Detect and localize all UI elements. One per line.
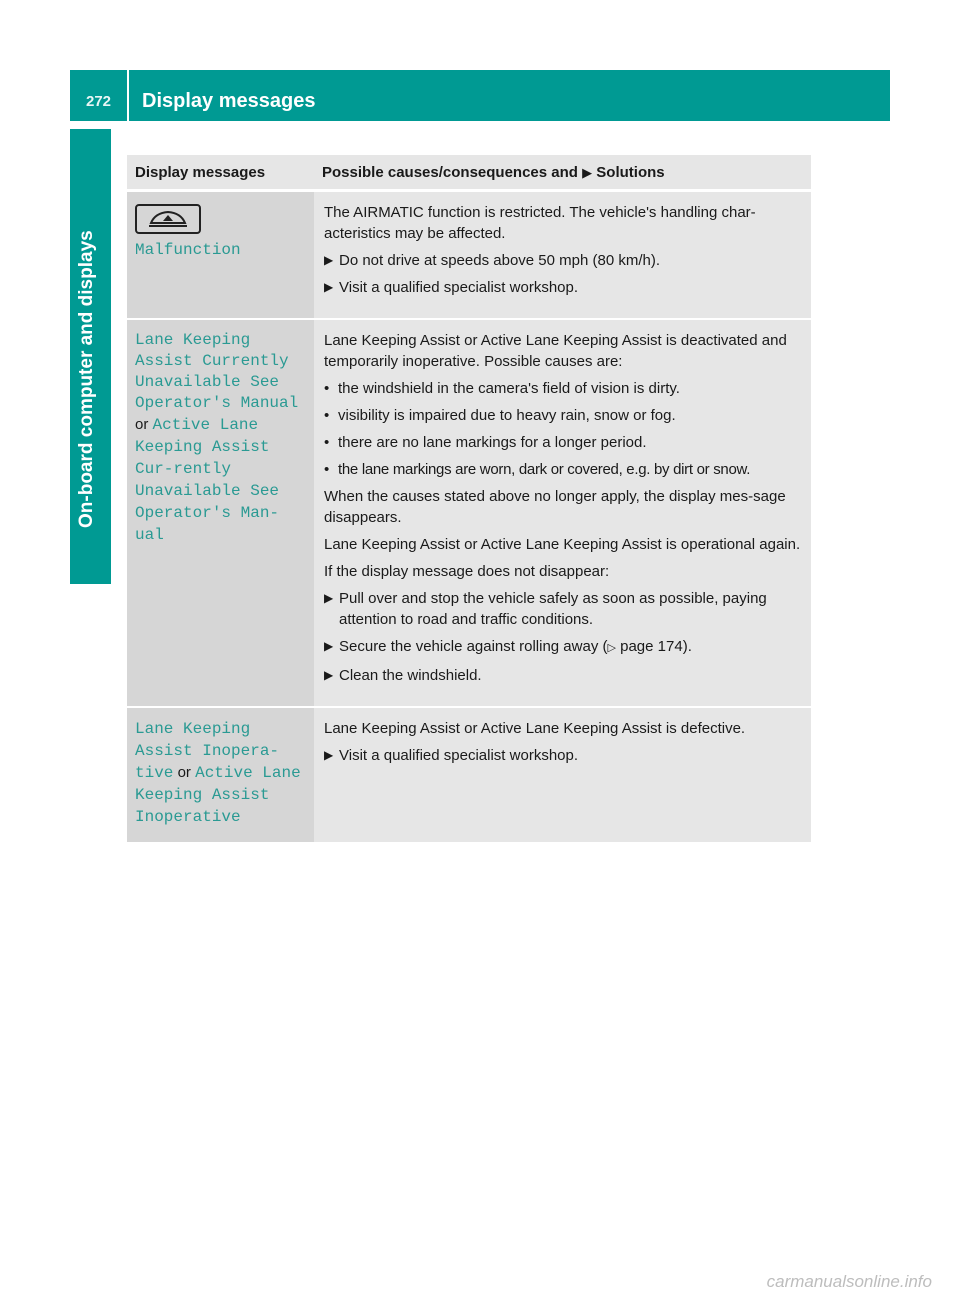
solution-step: ▶ Visit a qualified specialist workshop. [324, 279, 579, 296]
header-divider [127, 70, 129, 121]
arrow-right-icon: ▶ [324, 668, 334, 682]
display-messages-table [127, 155, 811, 842]
cause-item: • there are no lane markings for a longer period. [324, 434, 647, 451]
display-message-text: Malfunction [135, 241, 241, 259]
solution-step: ▶ Clean the windshield. [324, 667, 482, 684]
table-row [127, 319, 811, 707]
display-message-text: Active Lane Keeping Assist Inoperative [135, 764, 301, 826]
solution-step: ▶ Visit a qualified specialist workshop. [324, 747, 579, 764]
column-header-display-messages: Display messages [127, 155, 314, 191]
causes-cell [314, 319, 811, 707]
page-reference-link[interactable]: page 174 [620, 638, 683, 655]
page-ref-icon: ▷ [607, 642, 616, 654]
cause-item: • the lane markings are worn, dark or covered, e.g. by dirt or snow. [324, 461, 751, 478]
cause-item: • visibility is impaired due to heavy rain, snow or fog. [324, 407, 676, 424]
bullet-icon: • [324, 434, 330, 451]
arrow-right-icon: ▶ [324, 280, 334, 294]
page-title: Display messages [142, 90, 316, 112]
bullet-icon: • [324, 380, 330, 397]
arrow-right-icon: ▶ [324, 639, 334, 653]
causes-cell [314, 191, 811, 320]
arrow-right-icon: ▶ [324, 591, 334, 605]
watermark: carmanualsonline.info [766, 1272, 932, 1291]
side-tab-label: On-board computer and displays [76, 230, 97, 528]
arrow-right-icon: ▶ [324, 748, 334, 762]
solution-step: ▶ Do not drive at speeds above 50 mph (80 km/h). [324, 252, 661, 269]
column-header-causes-solutions: Possible causes/consequences and ▶ Solutions [314, 155, 811, 191]
message-cell [127, 191, 314, 320]
message-cell [127, 707, 314, 842]
display-message-text: Active Lane Keeping Assist Cur-rently Unavailable See Operator's Man-ual [135, 416, 280, 544]
or-connector: or [135, 416, 149, 433]
cause-item: • the windshield in the camera's field of vision is dirty. [324, 380, 680, 397]
arrow-right-icon: ▶ [582, 164, 593, 180]
solution-step: ▶ Pull over and stop the vehicle safely as soon as possible, paying attention to road and traffic conditions. [324, 590, 767, 628]
or-connector: or [177, 764, 191, 781]
bullet-icon: • [324, 461, 330, 478]
description-text: Lane Keeping Assist or Active Lane Keeping Assist is defective. [324, 720, 746, 737]
display-message-text: Lane Keeping Assist Currently Unavailable See Operator's Manual [135, 331, 299, 412]
display-message-text: Lane Keeping Assist Inopera-tive [135, 720, 280, 782]
page-number: 272 [85, 93, 112, 110]
bullet-icon: • [324, 407, 330, 424]
description-text: Lane Keeping Assist or Active Lane Keeping Assist is operational again. [324, 536, 801, 553]
message-cell [127, 319, 314, 707]
description-text: When the causes stated above no longer apply, the display mes-sage disappears. [324, 488, 786, 526]
table-row [127, 707, 811, 842]
arrow-right-icon: ▶ [324, 253, 334, 267]
table-row [127, 191, 811, 320]
airmatic-warning-icon [135, 204, 201, 234]
causes-cell [314, 707, 811, 842]
description-text: The AIRMATIC function is restricted. The vehicle's handling char-acteristics may be affected. [324, 204, 756, 242]
description-text: Lane Keeping Assist or Active Lane Keeping Assist is deactivated and temporarily inoperative. Possible causes are: [324, 332, 787, 370]
solution-step: ▶ Secure the vehicle against rolling away (▷ page 174). [324, 636, 803, 659]
description-text: If the display message does not disappear: [324, 563, 610, 580]
